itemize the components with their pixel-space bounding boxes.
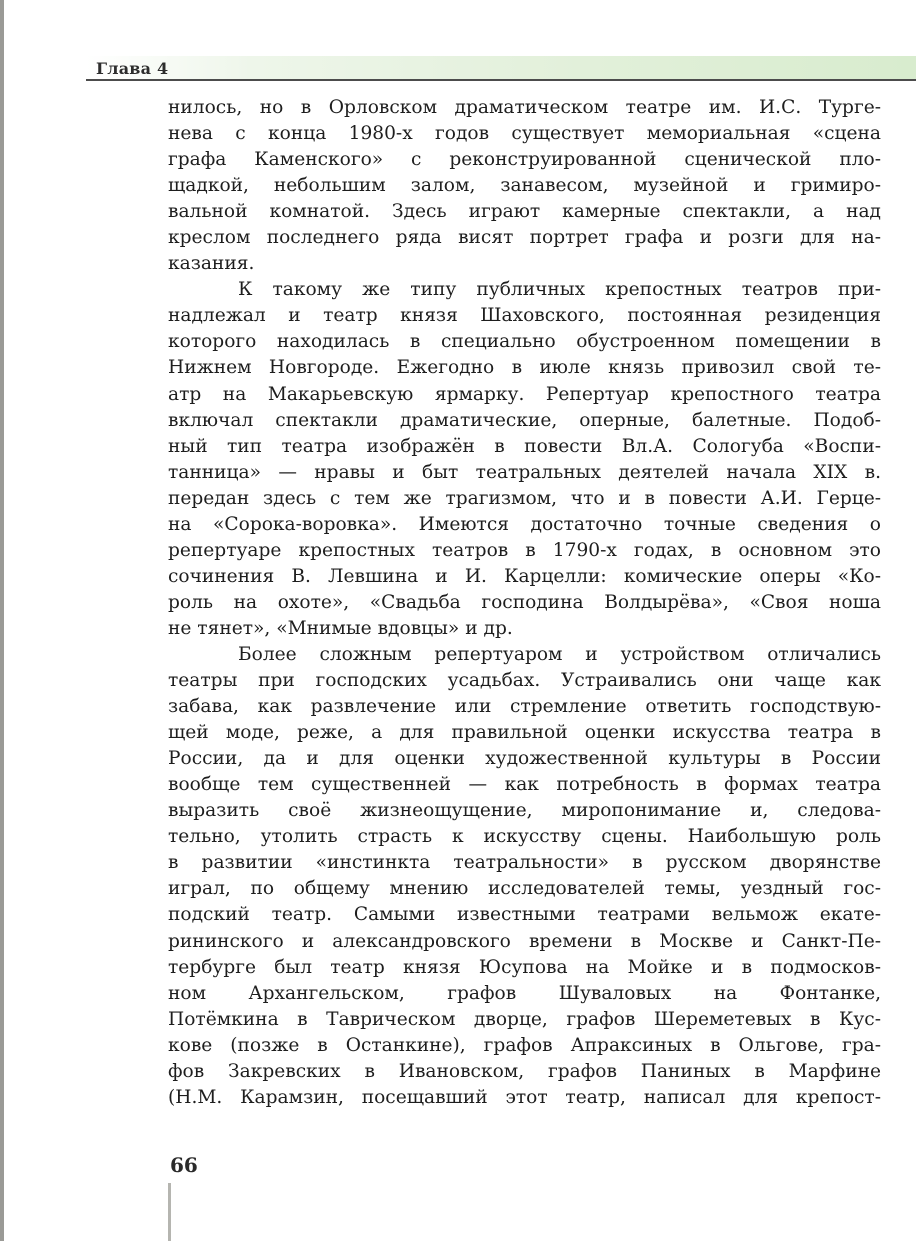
header-rule — [86, 79, 916, 81]
text-line: казания. — [168, 253, 255, 275]
text-line: на «Сорока-воровка». Имеются достаточно точные сведения о — [168, 513, 881, 535]
text-line: в развитии «инстинкта театральности» в русском дворянстве — [168, 852, 881, 874]
text-line: которого находилась в специально обустроенном помещении в — [168, 331, 881, 353]
text-line: Нижнем Новгороде. Ежегодно в июле князь привозил свой те- — [168, 357, 881, 379]
text-line: забава, как развлечение или стремление ответить господствую- — [168, 696, 881, 718]
binding-edge — [168, 1183, 171, 1241]
text-line: тельно, утолить страсть к искусству сцены. Наибольшую роль — [168, 826, 881, 848]
text-line: вообще тем существенней — как потребность в формах театра — [168, 774, 881, 796]
text-line: рининского и александровского времени в Москве и Санкт-Пе- — [168, 930, 881, 952]
text-line: включал спектакли драматические, оперные, балетные. Подоб- — [168, 409, 881, 431]
text-line: не тянет», «Мнимые вдовцы» и др. — [168, 617, 513, 639]
text-line: нилось, но в Орловском драматическом театре им. И.С. Турге- — [168, 97, 881, 118]
text-line: щей моде, реже, а для правильной оценки искусства театра в — [168, 722, 881, 744]
text-line: репертуаре крепостных театров в 1790-х годах, в основном это — [168, 539, 881, 561]
text-line: ный тип театра изображён в повести Вл.А. Сологуба «Воспи- — [168, 435, 881, 457]
text-line: роль на охоте», «Свадьба господина Волдырёва», «Своя ноша — [168, 591, 881, 613]
text-line: атр на Макарьевскую ярмарку. Репертуар крепостного театра — [168, 383, 881, 405]
text-line: ном Архангельском, графов Шуваловых на Фонтанке, — [168, 982, 881, 1004]
text-line: кове (позже в Останкине), графов Апраксиных в Ольгове, гра- — [168, 1034, 881, 1056]
text-line: К такому же типу публичных крепостных театров при- — [238, 279, 881, 301]
text-line: нева с конца 1980-х годов существует мемориальная «сцена — [168, 123, 881, 145]
page-edge-shadow — [0, 0, 4, 1241]
chapter-label: Глава 4 — [96, 59, 169, 78]
text-line: тербурге был театр князя Юсупова на Мойке и в подмосков- — [168, 956, 881, 978]
text-line: подский театр. Самыми известными театрами вельмож екате- — [168, 904, 881, 926]
text-line: передан здесь с тем же трагизмом, что и в повести А.И. Герце- — [168, 487, 881, 509]
text-line: играл, по общему мнению исследователей темы, уездный гос- — [168, 878, 881, 900]
chapter-header-band — [86, 56, 916, 80]
text-line: щадкой, небольшим залом, занавесом, музейной и гримиро- — [168, 175, 881, 197]
text-line: (Н.М. Карамзин, посещавший этот театр, написал для крепост- — [168, 1086, 881, 1108]
text-line: надлежал и театр князя Шаховского, постоянная резиденция — [168, 305, 881, 327]
text-line: креслом последнего ряда висят портрет графа и розги для на- — [168, 227, 881, 249]
text-line: выразить своё жизнеощущение, миропонимание и, следова- — [168, 800, 881, 822]
text-line: России, да и для оценки художественной культуры в России — [168, 748, 881, 770]
text-line: графа Каменского» с реконструированной сценической пло- — [168, 149, 881, 171]
text-line: Более сложным репертуаром и устройством отличались — [238, 643, 881, 665]
text-line: вальной комнатой. Здесь играют камерные спектакли, а над — [168, 201, 881, 223]
text-line: Потёмкина в Таврическом дворце, графов Шереметевых в Кус- — [168, 1008, 881, 1030]
text-line: танница» — нравы и быт театральных деятелей начала XIX в. — [168, 461, 881, 483]
body-text — [168, 95, 881, 1111]
text-line: театры при господских усадьбах. Устраивались они чаще как — [168, 670, 881, 692]
page-number: 66 — [170, 1153, 198, 1177]
text-line: фов Закревских в Ивановском, графов Паниных в Марфине — [168, 1060, 881, 1082]
text-line: сочинения В. Левшина и И. Карцелли: комические оперы «Ко- — [168, 565, 881, 587]
